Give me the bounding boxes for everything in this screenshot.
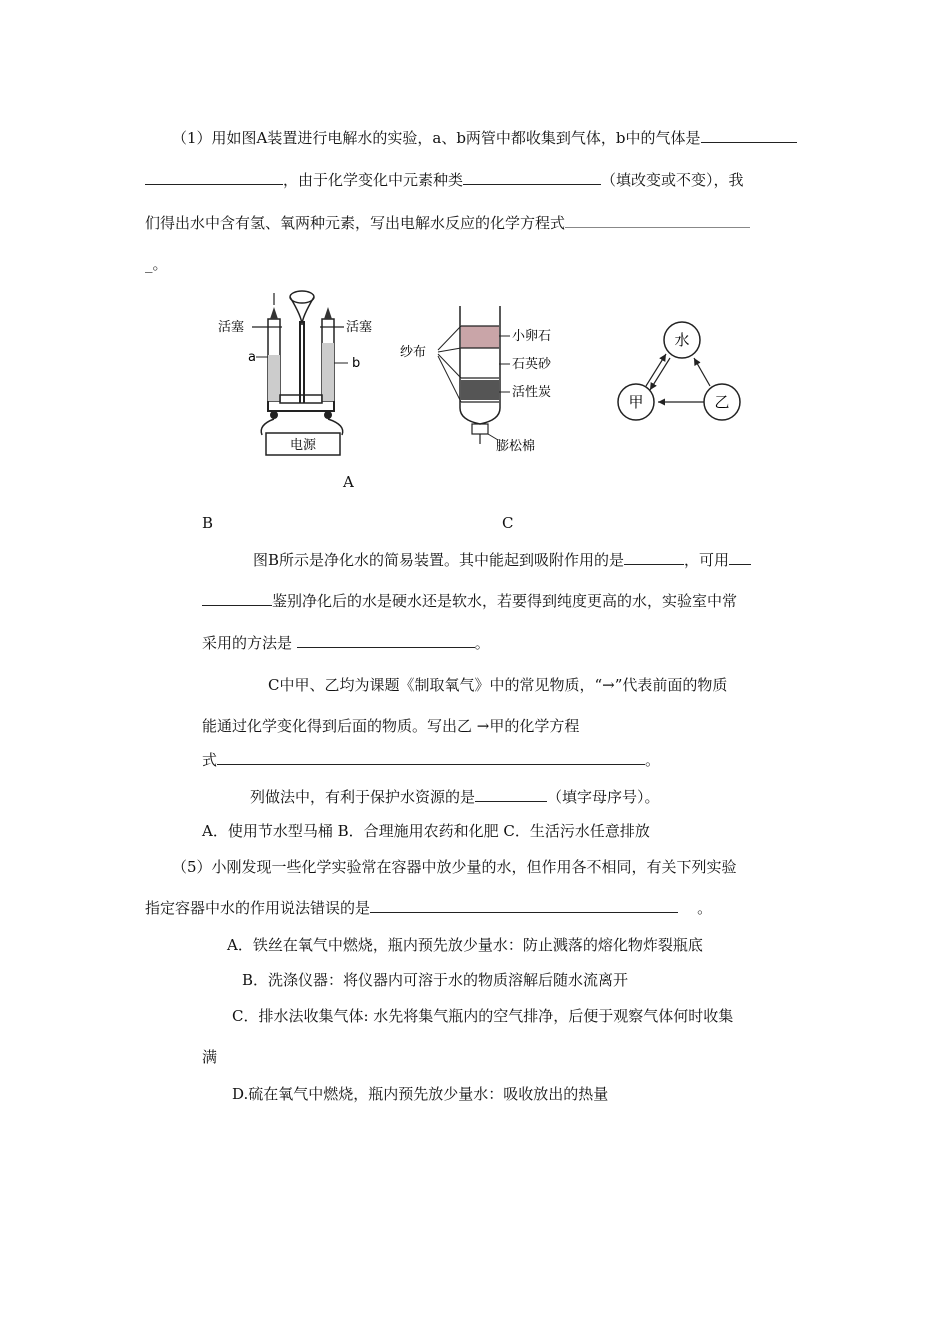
q4-options: A．使用节水型马桶 B．合理施用农药和化肥 C．生活污水任意排放 [202, 822, 650, 840]
cloth-label: 纱布 [400, 345, 427, 360]
caption-c: C [502, 514, 514, 532]
figure-a-electrolysis [212, 285, 372, 465]
answer-blank[interactable] [145, 170, 283, 185]
q2-line2: 鉴别净化后的水是硬水还是软水，若要得到纯度更高的水，实验室中常 [202, 591, 737, 611]
cotton-label: 膨松棉 [496, 439, 536, 454]
answer-blank[interactable] [729, 550, 751, 565]
q5-option-c-line2: 满 [202, 1048, 218, 1066]
q2-line3: 采用的方法是 。 [202, 634, 490, 652]
q5-line1: （5）小刚发现一些化学实验常在容器中放少量的水，但作用各不相同，有关下列实验 [172, 858, 737, 876]
answer-blank[interactable] [475, 787, 547, 802]
water-node: 水 [674, 331, 690, 349]
q4-line1: 列做法中，有利于保护水资源的是 （填字母序号）。 [250, 788, 660, 806]
tube-a-label: a [248, 350, 256, 365]
pebble-label: 小卵石 [512, 329, 552, 344]
q3-line2: 能通过化学变化得到后面的物质。写出乙 →甲的化学方程 [202, 717, 580, 735]
stopcock-label-left: 活塞 [218, 320, 245, 335]
q3-line3: 式 。 [202, 751, 661, 769]
sand-label: 石英砂 [512, 357, 552, 372]
figure-c-conversion [606, 318, 776, 438]
stopcock-label-right: 活塞 [346, 320, 372, 335]
caption-a: A [343, 473, 354, 491]
q1-line1: （1）用如图A装置进行电解水的实验，a、b两管中都收集到气体，b中的气体是 [172, 128, 797, 148]
jia-node: 甲 [628, 393, 644, 411]
answer-blank[interactable] [217, 750, 645, 765]
q5-option-a: A．铁丝在氧气中燃烧，瓶内预先放少量水：防止溅落的熔化物炸裂瓶底 [227, 936, 703, 954]
carbon-label: 活性炭 [512, 385, 552, 400]
answer-blank[interactable] [297, 633, 475, 648]
q5-option-b: B．洗涤仪器：将仪器内可溶于水的物质溶解后随水流离开 [242, 971, 629, 989]
answer-blank[interactable] [463, 170, 601, 185]
q1-line2: ，由于化学变化中元素种类 （填改变或不变），我 [145, 170, 744, 190]
q5-option-c-line1: C．排水法收集气体: 水先将集气瓶内的空气排净，后便于观察气体何时收集 [232, 1007, 734, 1025]
tube-b-label: b [352, 356, 361, 371]
answer-blank[interactable] [701, 128, 797, 143]
answer-blank[interactable] [565, 213, 750, 228]
power-label: 电源 [289, 438, 317, 453]
answer-blank[interactable] [370, 898, 678, 913]
caption-b: B [202, 514, 214, 532]
figure-b-purifier [398, 298, 558, 458]
q5-option-d: D.硫在氧气中燃烧，瓶内预先放少量水：吸收放出的热量 [232, 1085, 609, 1103]
answer-blank[interactable] [202, 591, 272, 606]
answer-blank[interactable] [624, 550, 684, 565]
q1-line4: _。 [145, 255, 168, 273]
q5-line2: 指定容器中水的作用说法错误的是 。 [145, 899, 713, 917]
q1-line3: 们得出水中含有氢、氧两种元素，写出电解水反应的化学方程式 [145, 213, 750, 233]
q2-line1: 图B所示是净化水的简易装置。其中能起到吸附作用的是 ，可用 [253, 550, 751, 570]
q3-line1: C中甲、乙均为课题《制取氧气》中的常见物质，“→”代表前面的物质 [268, 676, 728, 694]
yi-node: 乙 [714, 393, 730, 411]
